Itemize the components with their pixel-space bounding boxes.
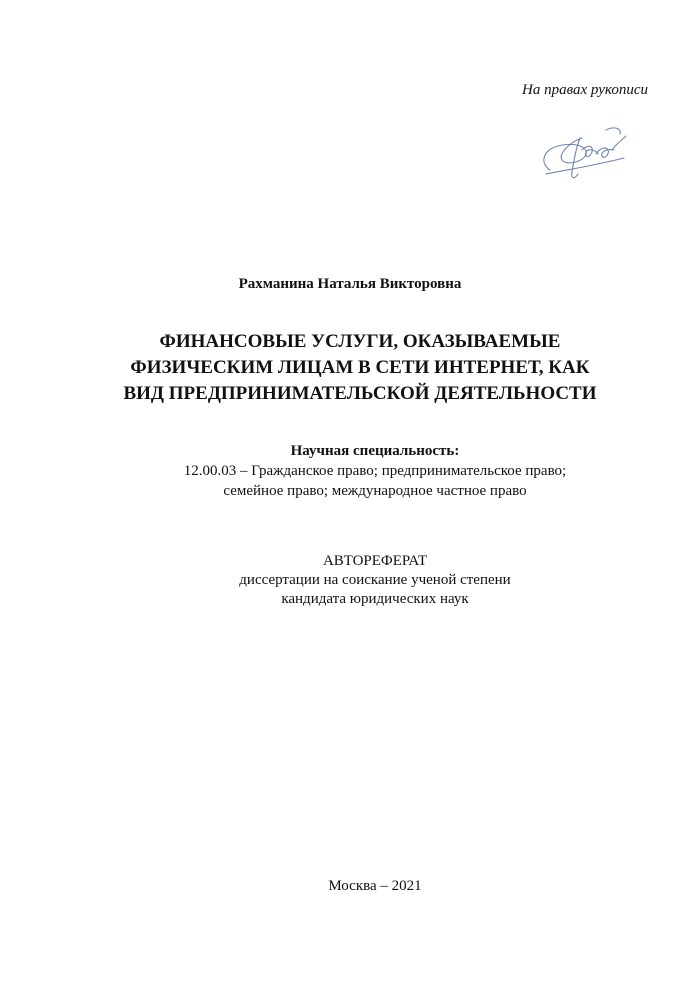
title-line-1: ФИНАНСОВЫЕ УСЛУГИ, ОКАЗЫВАЕМЫЕ (159, 331, 561, 352)
abstract-type: АВТОРЕФЕРАТ (322, 553, 428, 569)
abstract-line-2: кандидата юридических наук (281, 591, 469, 607)
specialty-line-1: 12.00.03 – Гражданское право; предпринимательское право; (183, 463, 567, 479)
abstract-block (0, 552, 700, 609)
rights-note: На правах рукописи (522, 82, 648, 98)
specialty-block (0, 441, 700, 501)
author-name: Рахманина Наталья Викторовна (238, 276, 462, 292)
abstract-line-1: диссертации на соискание ученой степени (239, 572, 511, 588)
specialty-line-2: семейное право; международное частное право (223, 483, 527, 499)
city-year: Москва – 2021 (328, 878, 422, 894)
title-line-2: ФИЗИЧЕСКИМ ЛИЦАМ В СЕТИ ИНТЕРНЕТ, КАК (130, 357, 590, 378)
author-signature (536, 120, 632, 186)
specialty-heading: Научная специальность: (290, 443, 460, 459)
dissertation-title (60, 329, 660, 407)
title-line-3: ВИД ПРЕДПРИНИМАТЕЛЬСКОЙ ДЕЯТЕЛЬНОСТИ (123, 383, 597, 404)
